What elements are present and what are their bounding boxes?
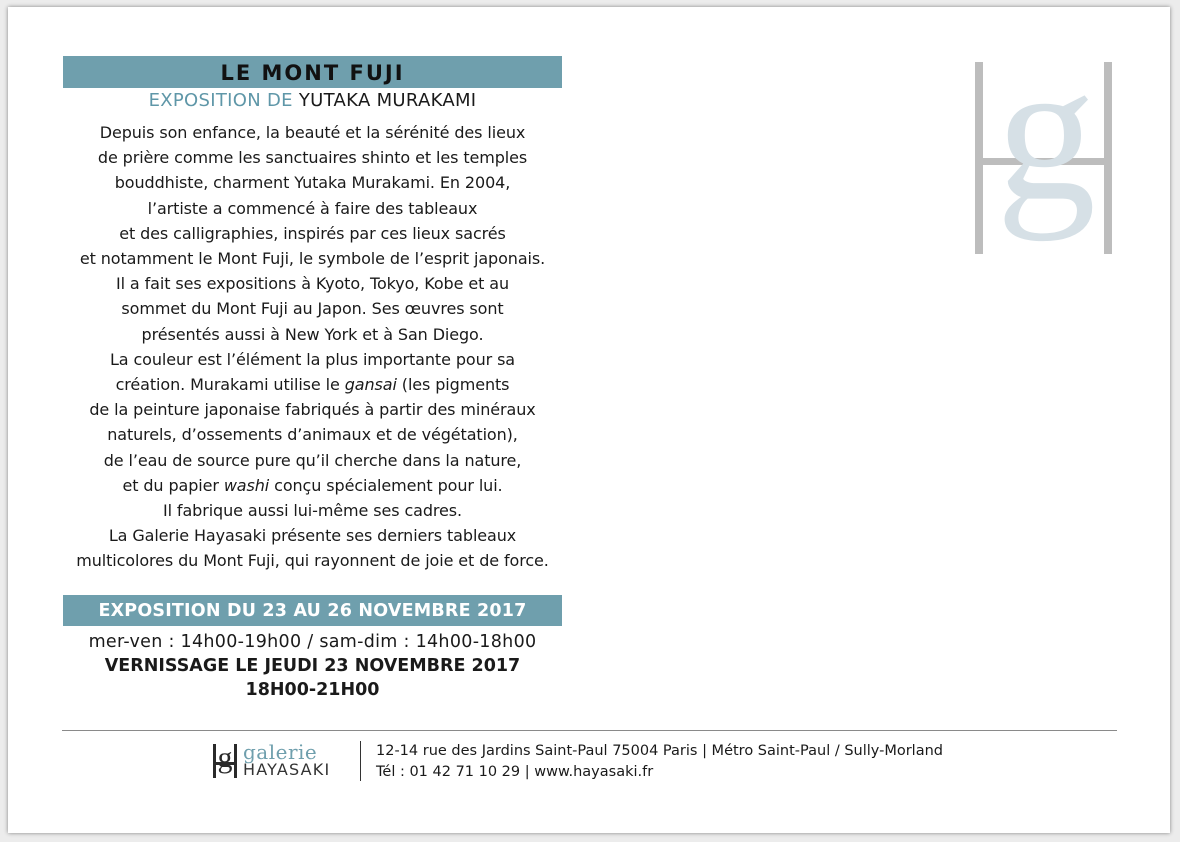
description-line: multicolores du Mont Fuji, qui rayonnent de joie et de force. [76,551,549,571]
logo-galerie-text: galerie [243,740,318,764]
gallery-monogram-logo [968,48,1118,258]
italic-term: gansai [344,375,397,395]
svg-text:g: g [217,742,233,774]
exhibition-dates: EXPOSITION DU 23 AU 26 NOVEMBRE 2017 [98,600,527,621]
description-line: La couleur est l’élément la plus importante pour sa [109,349,516,369]
vernissage-time: 18H00-21H00 [245,679,380,700]
artist-name: YUTAKA MURAKAMI [298,90,477,111]
footer-divider [62,730,1117,731]
line-segment: et du papier [122,475,224,495]
description-line: l’artiste a commencé à faire des tableaux [147,198,478,218]
description-line: Il a fait ses expositions à Kyoto, Tokyo, Kobe et au [115,274,509,294]
description-line: et des calligraphies, inspirés par ces lieux sacrés [119,223,506,243]
title-band [63,56,562,88]
line-segment: conçu spécialement pour lui. [269,475,503,495]
description-line: Il fabrique aussi lui-même ses cadres. [162,501,463,521]
description-line: Depuis son enfance, la beauté et la sérénité des lieux [99,123,526,142]
subtitle-prefix: EXPOSITION DE [148,90,293,111]
gallery-address: 12-14 rue des Jardins Saint-Paul 75004 Paris | Métro Saint-Paul / Sully-Morland [376,743,943,759]
description-line: présentés aussi à New York et à San Diego. [141,324,484,344]
logo-hayasaki-text: HAYASAKI [243,760,331,779]
vernissage-date: VERNISSAGE LE JEUDI 23 NOVEMBRE 2017 [104,655,521,676]
opening-hours: mer-ven : 14h00-19h00 / sam-dim : 14h00-18h00 [88,631,537,652]
footer-separator [360,741,361,781]
description-line: de l’eau de source pure qu’il cherche dans la nature, [103,450,522,470]
exhibition-title: LE MONT FUJI [220,61,405,85]
description-line: et notamment le Mont Fuji, le symbole de l’esprit japonais. [79,249,546,269]
footer-contact [376,741,943,783]
svg-text:g: g [996,48,1096,242]
description-line: de la peinture japonaise fabriqués à partir des minéraux [89,400,536,420]
gallery-phone-web: Tél : 01 42 71 10 29 | www.hayasaki.fr [376,764,654,780]
content-column [63,56,562,702]
description-text [63,120,562,574]
description-line [63,372,562,397]
dates-band [63,595,562,626]
italic-term: washi [223,475,270,495]
description-line: de prière comme les sanctuaires shinto et les temples [97,148,528,168]
description-line: naturels, d’ossements d’animaux et de végétation), [107,425,518,445]
line-segment: (les pigments [396,375,510,395]
gallery-logo-icon [212,742,238,780]
description-line [63,473,562,498]
exhibition-subtitle [63,88,562,114]
description-line: La Galerie Hayasaki présente ses derniers tableaux [108,526,517,546]
description-line: sommet du Mont Fuji au Japon. Ses œuvres sont [121,299,504,319]
line-segment: création. Murakami utilise le [115,375,345,395]
description-line: bouddhiste, charment Yutaka Murakami. En 2004, [114,173,511,193]
gallery-logo [212,742,347,782]
